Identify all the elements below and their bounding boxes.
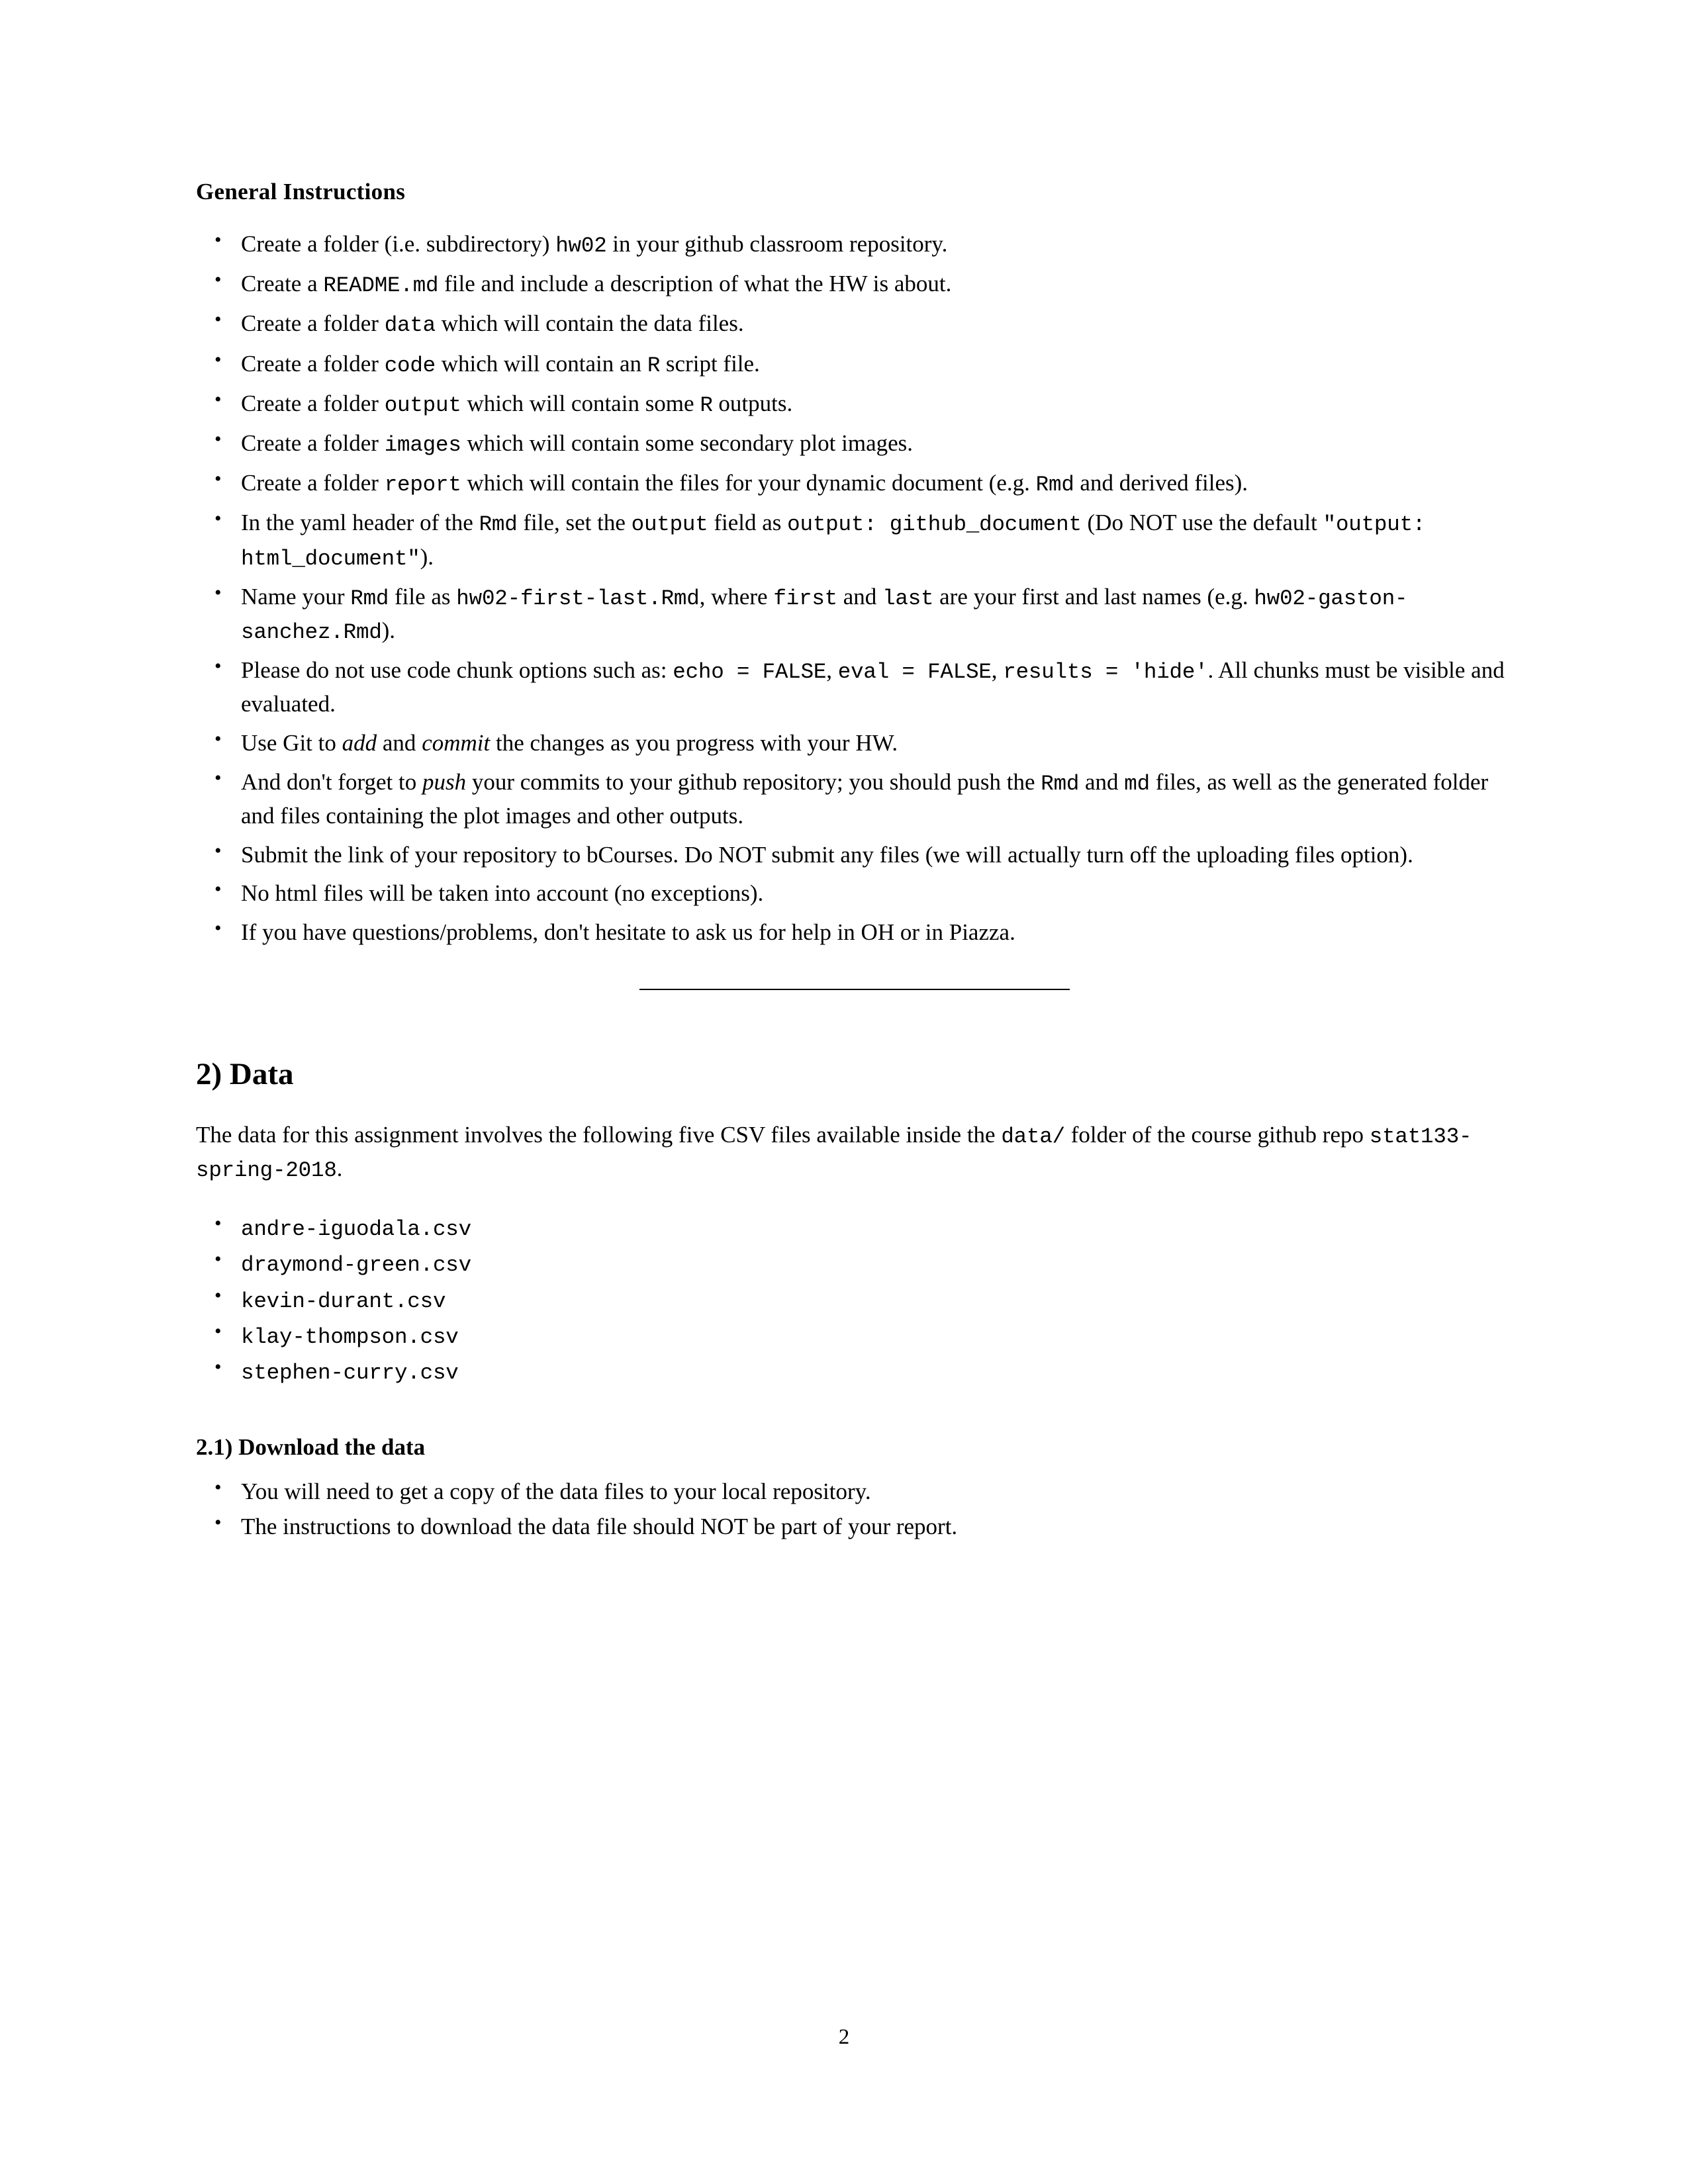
instruction-list-item	[196, 654, 1513, 721]
text-span: and	[377, 730, 422, 756]
csv-file-item	[196, 1319, 1513, 1353]
page-number: 2	[838, 2025, 850, 2049]
text-span: file, set the	[517, 510, 632, 536]
text-span: and	[837, 583, 883, 610]
text-span: Create a folder	[241, 350, 385, 377]
code-span: code	[384, 353, 436, 378]
instruction-list-item	[196, 916, 1513, 949]
download-instructions-list	[196, 1475, 1513, 1543]
emphasis-span: add	[342, 730, 377, 756]
text-span: which will contain some	[461, 390, 700, 416]
code-span: results = 'hide'	[1003, 660, 1208, 685]
instruction-list-item	[196, 467, 1513, 500]
text-span: Create a	[241, 271, 324, 297]
text-span: field as	[708, 510, 788, 536]
text-span: You will need to get a copy of the data files to your local repository.	[241, 1479, 871, 1505]
code-span: stat133-spring-2018	[196, 1124, 1472, 1183]
csv-file-name: kevin-durant.csv	[241, 1289, 446, 1314]
code-span: hw02-gaston-sanchez.Rmd	[241, 586, 1408, 645]
instruction-list-item	[196, 228, 1513, 261]
text-span: The instructions to download the data file should NOT be part of your report.	[241, 1513, 958, 1539]
general-instructions-list	[196, 228, 1513, 949]
text-span: file as	[389, 583, 457, 610]
code-span: echo = FALSE	[673, 660, 827, 685]
download-list-item	[196, 1510, 1513, 1543]
text-span: folder of the course github repo	[1065, 1121, 1370, 1148]
csv-file-name: andre-iguodala.csv	[241, 1217, 471, 1242]
code-span: eval = FALSE	[837, 660, 992, 685]
code-span: md	[1124, 771, 1150, 796]
data-section-paragraph	[196, 1118, 1513, 1186]
text-span: (Do NOT use the default	[1081, 510, 1323, 536]
text-span: in your github classroom repository.	[606, 231, 948, 257]
code-span: output	[384, 392, 461, 418]
code-span: hw02	[555, 234, 607, 258]
text-span: Create a folder	[241, 390, 385, 416]
text-span: , where	[699, 583, 774, 610]
text-span: Use Git to	[241, 730, 342, 756]
text-span: Submit the link of your repository to bCourses. Do NOT submit any files (we will actually turn off the uploading files option).	[241, 841, 1413, 868]
code-span: Rmd	[350, 586, 389, 611]
instruction-list-item	[196, 387, 1513, 421]
text-span: Create a folder	[241, 470, 385, 496]
code-span: first	[773, 586, 838, 611]
instruction-list-item	[196, 427, 1513, 461]
text-span: and derived files).	[1074, 470, 1248, 496]
download-list-item	[196, 1475, 1513, 1508]
text-span: which will contain the data files.	[436, 310, 744, 337]
text-span: No html files will be taken into account (no exceptions).	[241, 880, 764, 907]
emphasis-span: commit	[422, 730, 491, 756]
text-span: And don't forget to	[241, 768, 422, 795]
text-span: which will contain the files for your dynamic document (e.g.	[461, 470, 1036, 496]
text-span: Create a folder	[241, 430, 385, 457]
instruction-list-item	[196, 580, 1513, 648]
code-span: Rmd	[1035, 473, 1074, 498]
code-span: R	[700, 392, 713, 418]
code-span: data/	[1001, 1124, 1066, 1149]
text-span: ).	[381, 617, 396, 644]
instruction-list-item	[196, 506, 1513, 574]
general-instructions-heading: General Instructions	[196, 179, 406, 205]
horizontal-rule	[639, 989, 1070, 990]
text-span: which will contain some secondary plot images.	[461, 430, 914, 457]
text-span: your commits to your github repository; you should push the	[466, 768, 1041, 795]
code-span: output	[631, 512, 708, 537]
text-span: the changes as you progress with your HW.	[490, 730, 898, 756]
horizontal-rule-wrapper	[196, 983, 1513, 995]
text-span: The data for this assignment involves the following five CSV files available inside the	[196, 1121, 1002, 1148]
text-span: file and include a description of what the HW is about.	[438, 271, 952, 297]
instruction-list-item	[196, 877, 1513, 910]
text-span: .	[336, 1155, 343, 1181]
text-span: If you have questions/problems, don't hesitate to ask us for help in OH or in Piazza.	[241, 919, 1015, 946]
code-span: images	[384, 433, 461, 458]
text-span: are your first and last names (e.g.	[933, 583, 1254, 610]
page-content	[196, 179, 1513, 1545]
csv-file-item	[196, 1283, 1513, 1317]
instruction-list-item	[196, 766, 1513, 833]
text-span: . All chunks must be visible and evaluated.	[241, 657, 1505, 717]
text-span: Please do not use code chunk options such as:	[241, 657, 673, 684]
code-span: output: github_document	[787, 512, 1082, 537]
csv-files-list	[196, 1211, 1513, 1388]
emphasis-span: push	[422, 768, 467, 795]
instruction-list-item	[196, 347, 1513, 381]
code-span: hw02-first-last.Rmd	[456, 586, 700, 611]
text-span: Create a folder (i.e. subdirectory)	[241, 231, 556, 257]
text-span: Create a folder	[241, 310, 385, 337]
code-span: last	[882, 586, 934, 611]
code-span: README.md	[323, 273, 439, 298]
csv-file-name: klay-thompson.csv	[241, 1324, 459, 1349]
text-span: script file.	[660, 350, 760, 377]
instruction-list-item	[196, 839, 1513, 872]
csv-file-item	[196, 1247, 1513, 1281]
instruction-list-item	[196, 727, 1513, 760]
csv-file-name: stephen-curry.csv	[241, 1360, 459, 1385]
code-span: R	[647, 353, 661, 378]
text-span: and	[1079, 768, 1125, 795]
text-span: which will contain an	[436, 350, 647, 377]
code-span: data	[384, 313, 436, 338]
csv-file-item	[196, 1211, 1513, 1245]
download-data-heading: 2.1) Download the data	[196, 1434, 426, 1461]
text-span: ).	[420, 543, 434, 570]
text-span: outputs.	[712, 390, 793, 416]
text-span: files, as well as the generated folder and files containing the plot images and other outputs.	[241, 768, 1489, 829]
instruction-list-item	[196, 307, 1513, 341]
data-section-heading: 2) Data	[196, 1056, 294, 1091]
csv-file-item	[196, 1355, 1513, 1388]
text-span: Name your	[241, 583, 351, 610]
text-span: ,	[991, 657, 1004, 684]
code-span: "output: html_document"	[241, 512, 1426, 571]
code-span: Rmd	[1041, 771, 1080, 796]
code-span: Rmd	[479, 512, 518, 537]
csv-file-name: draymond-green.csv	[241, 1253, 471, 1278]
instruction-list-item	[196, 267, 1513, 301]
code-span: report	[384, 473, 461, 498]
text-span: In the yaml header of the	[241, 510, 479, 536]
text-span: ,	[826, 657, 838, 684]
